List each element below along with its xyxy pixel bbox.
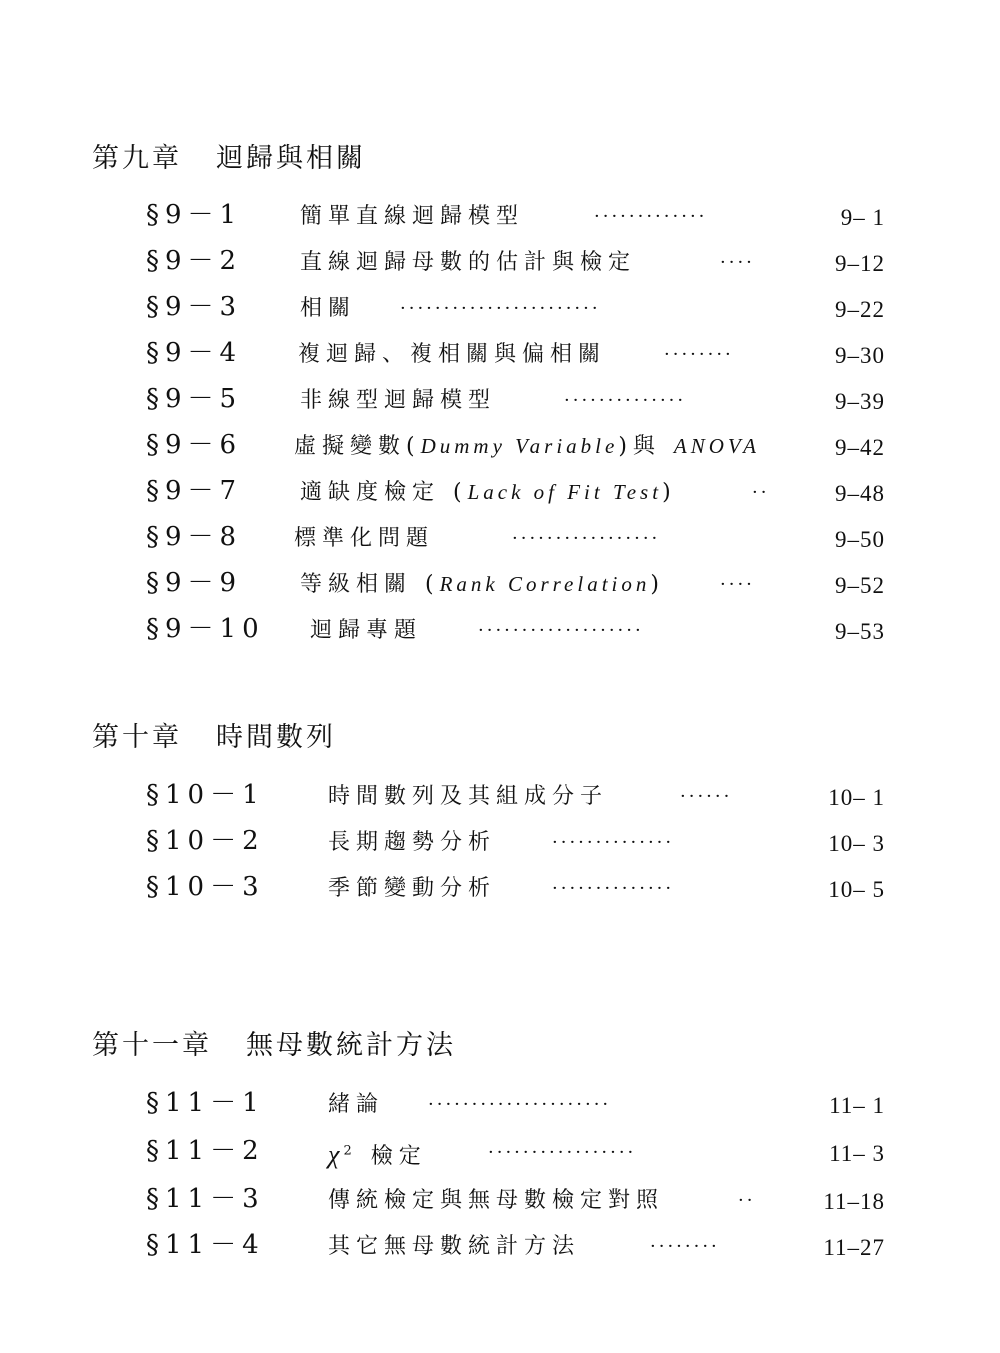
toc-entry[interactable] (0, 1134, 1000, 1174)
section-number: §9－4 (146, 338, 243, 368)
section-title: 季節變動分析 (328, 876, 497, 901)
section-number: §9－10 (146, 614, 265, 644)
page-number: 9–22 (835, 297, 885, 322)
toc-entry[interactable] (0, 474, 1000, 514)
chapter-title: 時間數列 (216, 722, 336, 753)
page-number: 10– 3 (828, 831, 885, 856)
section-number: §10－3 (146, 872, 265, 902)
section-title: 複迴歸、複相關與偏相關 (298, 342, 607, 367)
chapter-heading (92, 724, 336, 751)
section-title: 非線型迴歸模型 (300, 388, 497, 413)
section-number: §9－5 (146, 384, 243, 414)
section-title: 其它無母數統計方法 (328, 1234, 581, 1259)
page-number: 9–52 (835, 573, 885, 598)
leader-dots: ······ (680, 786, 733, 807)
section-number: §9－2 (146, 246, 243, 276)
chapter-title: 無母數統計方法 (246, 1030, 456, 1061)
section-number: §9－7 (146, 476, 243, 506)
page-number: 9–12 (835, 251, 885, 276)
leader-dots: ····················· (428, 1094, 612, 1115)
section-number: §9－3 (146, 292, 243, 322)
leader-dots: ·· (752, 482, 770, 503)
section-title: 直線迴歸母數的估計與檢定 (300, 250, 637, 275)
toc-entry[interactable] (0, 290, 1000, 330)
section-title: 相關 (300, 296, 357, 321)
section-number: §11－3 (146, 1184, 265, 1214)
section-number: §10－1 (146, 780, 265, 810)
leader-dots: ················· (488, 1142, 637, 1163)
section-title: 時間數列及其組成分子 (328, 784, 609, 809)
toc-entry[interactable] (0, 382, 1000, 422)
chapter-heading (92, 1032, 456, 1059)
page-number: 9–42 (835, 435, 885, 460)
chapter-number: 第九章 (92, 143, 182, 174)
section-number: §11－1 (146, 1088, 265, 1118)
leader-dots: ···· (720, 574, 755, 595)
section-number: §9－1 (146, 200, 243, 230)
leader-dots: ······················· (400, 298, 601, 319)
toc-entry[interactable] (0, 198, 1000, 238)
toc-entry[interactable] (0, 428, 1000, 468)
leader-dots: ··················· (478, 620, 644, 641)
page-number: 11–18 (823, 1189, 885, 1214)
page-number: 9–48 (835, 481, 885, 506)
page-number: 9– 1 (840, 205, 885, 230)
leader-dots: ·············· (552, 878, 675, 899)
chi-superscript: 2 (343, 1143, 358, 1159)
page-number: 11– 3 (829, 1141, 885, 1166)
toc-entry[interactable] (0, 870, 1000, 910)
section-number: §11－2 (146, 1136, 265, 1166)
section-number: §10－2 (146, 826, 265, 856)
leader-dots: ·············· (552, 832, 675, 853)
page-number: 10– 5 (828, 877, 885, 902)
leader-dots: ···· (720, 252, 755, 273)
section-title: 簡單直線迴歸模型 (300, 204, 525, 229)
leader-dots: ············· (594, 206, 708, 227)
toc-entry[interactable] (0, 1086, 1000, 1126)
section-number: §9－9 (146, 568, 243, 598)
toc-entry[interactable] (0, 244, 1000, 284)
toc-entry[interactable] (0, 566, 1000, 606)
section-title: 傳統檢定與無母數檢定對照 (328, 1188, 665, 1213)
page-number: 9–50 (835, 527, 885, 552)
toc-entry[interactable] (0, 778, 1000, 818)
toc-entry[interactable] (0, 824, 1000, 864)
section-number: §9－6 (146, 430, 243, 460)
section-number: §9－8 (146, 522, 243, 552)
chi-symbol: χ (328, 1140, 344, 1169)
section-title: 等級相關 (Rank Correlation) (300, 572, 665, 597)
section-title: 緒論 (328, 1092, 385, 1117)
page-number: 9–30 (835, 343, 885, 368)
chapter-title: 迴歸與相關 (216, 143, 366, 174)
section-title: $\chi^2$ 檢定 (328, 1140, 427, 1169)
section-number: §11－4 (146, 1230, 265, 1260)
section-title: 迴歸專題 (310, 618, 423, 643)
toc-entry[interactable] (0, 1182, 1000, 1222)
leader-dots: ········ (650, 1236, 720, 1257)
section-title: 虛擬變數(Dummy Variable)與 ANOVA (294, 434, 761, 459)
chapter-heading (92, 145, 366, 172)
section-title: 標準化問題 (294, 526, 435, 551)
section-title: 長期趨勢分析 (328, 830, 497, 855)
toc-entry[interactable] (0, 612, 1000, 652)
toc-entry[interactable] (0, 520, 1000, 560)
leader-dots: ·· (738, 1190, 756, 1211)
page-number: 11– 1 (829, 1093, 885, 1118)
page-number: 9–39 (835, 389, 885, 414)
chapter-number: 第十章 (92, 722, 182, 753)
toc-entry[interactable] (0, 1228, 1000, 1268)
leader-dots: ·············· (564, 390, 687, 411)
leader-dots: ················· (512, 528, 661, 549)
chapter-number: 第十一章 (92, 1030, 212, 1061)
page-number: 10– 1 (828, 785, 885, 810)
toc-entry[interactable] (0, 336, 1000, 376)
leader-dots: ········ (664, 344, 734, 365)
page-number: 11–27 (823, 1235, 885, 1260)
page-number: 9–53 (835, 619, 885, 644)
section-title: 適缺度檢定 (Lack of Fit Test) (300, 480, 677, 505)
